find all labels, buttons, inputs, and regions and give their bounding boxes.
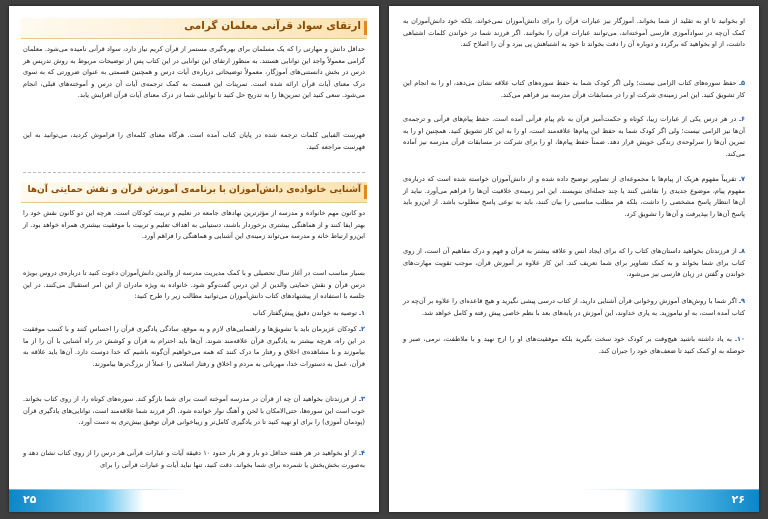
list-item xyxy=(23,394,365,429)
left-page xyxy=(9,6,379,512)
item-number: ۹ xyxy=(740,297,745,305)
item-text: ـ به یاد داشته باشید هیچ‌وقت بر کودک خود سخت نگیرید بلکه موفقیت‌های او را ارج نهید و با ملاطفت، نرمی، صبر و حوصله به او کمک کنید تا ضعف‌های خود را جبران کند. xyxy=(403,335,745,355)
item-text: ـ کودکان عزیزمان باید با تشویق‌ها و راهنمایی‌های لازم و به موقع، سادگی یادگیری قرآن را احساس کنند و با کسب موفقیت در این راه، هرچه بیشتر به یادگیری قرآن علاقه‌مند شوند. آن‌ها باید احترام به قرآن و کوشش در راه آشنایی با آن را از ما بیاموزند و با مشاهده‌ی اخلاق و رفتار ما درک کنند که همه می‌خواهیم آن‌گونه باشیم که خدا دوست دارد. آن‌ها باید علاقه به قرآن، عمل به دستورات خدا، مهربانی به مردم و اخلاق و رفتار اسلامی را عملاً از بزرگ‌ترها بیاموزند. xyxy=(23,325,365,368)
section-heading-literacy xyxy=(21,18,367,39)
item-number: ۱ xyxy=(360,309,365,317)
item-number: ۲ xyxy=(360,325,365,333)
list-item xyxy=(403,296,745,319)
page-number: ۲۶ xyxy=(731,493,745,506)
item-text: ـ از او بخواهید در هر هفته حداقل دو بار و هر بار حدود ۱۰ دقیقه آیات و عبارات قرآنی هر درس را از روی کتاب نشان دهد و به‌صورت بخش‌بخش یا شمرده برای شما بخواند. دقت کنید، تنها نباید آیات و عبارات قرآنی را برای xyxy=(23,449,365,469)
page-footer xyxy=(9,490,144,512)
item-number: ۶ xyxy=(740,115,745,123)
section-title: آشنایی خانواده‌ی دانش‌آموزان با برنامه‌ی آموزش قرآن و نقش حمایتی آن‌ها xyxy=(27,185,361,195)
paragraph: فهرست الفبایی کلمات ترجمه شده در پایان کتاب آمده است. هرگاه معنای کلمه‌ای را فراموش کردید، می‌توانید به این فهرست مراجعه کنید. xyxy=(23,131,365,151)
paragraph: بسیار مناسب است در آغاز سال تحصیلی و با کمک مدیریت مدرسه از والدین دانش‌آموزان دعوت کنید تا درباره‌ی دروس بویژه درس قرآن و نقش حمایتی والدین از این درس گفت‌وگو شود. خانواده به ویژه مادران از این امر استقبال می‌کنند. در این جلسه با استفاده از پیشنهادهای کتاب دانش‌آموزان می‌توانید مطالب زیر را طرح کنید: xyxy=(23,269,365,301)
list-item xyxy=(403,174,745,220)
item-number: ۸ xyxy=(740,247,745,255)
section-title: ارتقای سواد قرآنی معلمان گرامی xyxy=(184,20,361,32)
item-number: ۴ xyxy=(360,449,365,457)
right-page xyxy=(389,6,759,512)
list-item xyxy=(403,78,745,101)
heading-marker xyxy=(364,21,367,35)
list-item xyxy=(403,246,745,281)
section-divider xyxy=(23,172,365,173)
item-text: ـ اگر شما با روش‌های آموزش روخوانی قرآن آشنایی دارید، از کتاب درسی پیشی نگیرید و هیچ قاعده‌ای را علاوه بر آن‌چه در کتاب آمده است، به او نیاموزید. به یاری خداوند، این آموزش در پایه‌های بعد با نظم خاصی پیش رفته و کامل خواهد شد. xyxy=(403,297,745,317)
item-text: ـ در هر درس یکی از عبارات زیبا، کوتاه و حکمت‌آمیز قرآن به نام پیام قرآنی آمده است. حفظ پیام‌های قرآنی و ترجمه‌ی آن‌ها نیز الزامی نیست؛ ولی اگر کودک شما به حفظ این پیام‌ها علاقه‌مند است، او را به این کار تشویق کنید. همچنین او را به تمرین آن‌ها را سرلوحه‌ی زندگی خویش قرار دهد. ضمناً حفظ پیام‌ها، او را برای شرکت در مسابقات قرآن مدرسه نیز آماده می‌کند. xyxy=(403,115,745,158)
section-heading-family xyxy=(21,182,367,203)
item-text: ـ از فرزندتان بخواهید آن چه از قرآن در مدرسه آموخته است برای شما بازگو کند. سوره‌های کوتاه را، از روی کتاب بخواند. خوب است این سوره‌ها، حتی‌الامکان با لحن و آهنگ نوار خوانده شود. اگر فرزند شما علاقه‌مند است، توانایی‌های یادگیری قرآن (پودمان آموزی) را برای او تهیه کنید تا در یادگیری کامل‌تر و زیباخوانی قرآن توفیق بیش‌تری به دست آورد. xyxy=(23,395,365,427)
item-text: ـ حفظ سوره‌های کتاب الزامی نیست؛ ولی اگر کودک شما به حفظ سوره‌های کتاب علاقه نشان می‌دهد، او را به انجام این کار تشویق کنید. این امر زمینه‌ی شرکت او را در مسابقات قرآن مدرسه نیز فراهم می‌کند. xyxy=(403,79,745,99)
heading-marker xyxy=(364,185,367,199)
list-item xyxy=(23,448,365,471)
item-number: ۳ xyxy=(360,395,365,403)
item-text: ـ از فرزندتان بخواهید داستان‌های کتاب را که برای ایجاد انس و علاقه بیشتر به قرآن و فهم و درک مفاهیم آن است، از روی کتاب برای شما بخواند و به کمک تصاویر برای شما تعریف کند. این کار علاوه بر آموزش قرآن، موجب تقویت مهارت‌های خواندن و گفتن در زبان فارسی نیز می‌شود. xyxy=(403,247,745,279)
item-number: ۵ xyxy=(740,79,745,87)
paragraph: حداقل دانش و مهارتی را که یک مسلمان برای بهره‌گیری مستمر از قرآن کریم نیاز دارد، سواد قرآنی نامیده می‌شود. معلمان گرامی معمولاً واجد این توانایی هستند. به منظور ارتقای این توانایی در این کتاب پس از توضیحات مربوط به روش تدریس هر درس در بخش دانستنی‌های آموزگار، معمولاً توضیحاتی درباره‌ی آیات درس و همچنین قسمتی به عنوان ضرورتی که به سوی درک معنای آیات قرآن ارائه شده است. تمرینات این قسمت به کمک ترجمه‌ی آیات آن درس و آموخته‌های قبلی، انجام می‌شود. سعی کنید این تمرین‌ها را به تدریج حل کنید تا توانایی شما در درک معنای آیات قرآن افزایش یابد. xyxy=(23,45,365,100)
list-item xyxy=(403,114,745,160)
page-number: ۲۵ xyxy=(23,493,37,506)
list-item xyxy=(23,308,365,320)
page-footer xyxy=(624,490,759,512)
item-text: ـ تقریباً مفهوم هریک از پیام‌ها با مجموعه‌ای از تصاویر توضیح داده شده و از دانش‌آموزان خواسته شده است که درباره‌ی مفهوم پیام، موضوع جدیدی را نقاشی کنند یا چند جمله‌ای بنویسند. این امر زمینه‌ی خلاقیت آن‌ها را فراهم می‌آورد. نباید از آن‌ها انتظار پاسخ مشخصی را داشت، بلکه هر مطلب مناسبی را بیان کنند، باید به نوعی پاسخ مطلوب باشد. از این‌رو باید پاسخ آن‌ها را بپذیرفت و آن‌ها را تشویق کرد. xyxy=(403,175,745,218)
paragraph: دو کانون مهم خانواده و مدرسه از مؤثرترین نهادهای جامعه در تعلیم و تربیت کودکان است. هرچه این دو کانون نقش خود را بهتر ایفا کنند و از هماهنگی بیشتری برخوردار باشند، دستیابی به اهداف تعلیم و تربیت با موفقیت بیشتری همراه خواهد بود. از این‌رو ارتباط خانه و مدرسه می‌تواند زمینه‌ی این آشنایی و هماهنگی را فراهم آورد. xyxy=(23,209,365,241)
item-text: ـ توصیه به خواندن دقیق پیش‌گفتار کتاب xyxy=(252,309,361,317)
list-item xyxy=(23,324,365,370)
item-number: ۷ xyxy=(740,175,745,183)
paragraph: او بخوانید تا او به تقلید از شما بخواند. آموزگار نیز عبارات قرآن را برای دانش‌آموزان نمی‌خواند، بلکه خود دانش‌آموزان به کمک آن‌چه در سواد‌آموزی فارسی آموخته‌اند، می‌توانند عبارات قرآن را بخوانند. اگر فرزند شما در خواندن کلمات اشتباهی داشت، از او بخواهید که برگردد و دوباره آن را دقت بخواند تا خود به اشتباهش پی ببرد و آن را اصلاح کند. xyxy=(403,17,745,49)
list-item xyxy=(403,334,745,357)
item-number: ۱۰ xyxy=(736,335,745,343)
